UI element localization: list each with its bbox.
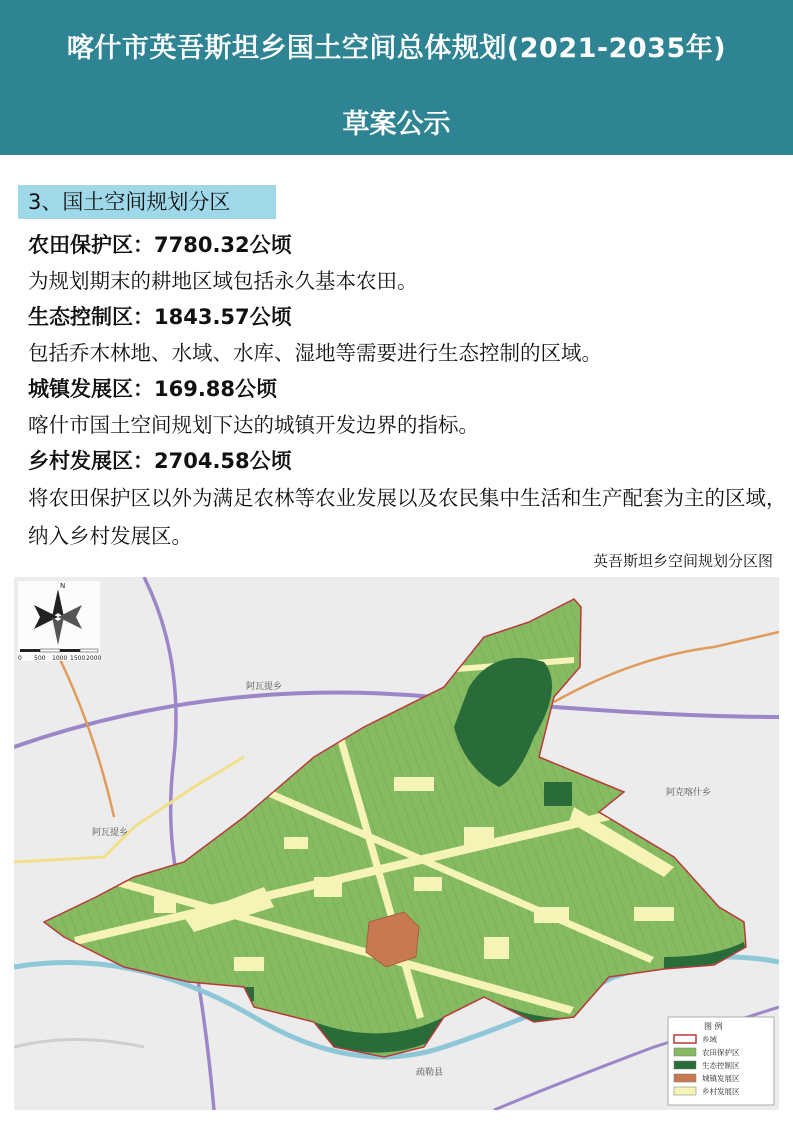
zoning-map [14,577,779,1110]
zone-list [28,227,788,555]
legend-label-1: 农田保护区 [702,1048,740,1057]
scale-tick-1000: 1000 [52,655,68,662]
legend-swatch-2 [674,1061,696,1069]
page-title: 喀什市英吾斯坦乡国土空间总体规划(2021-2035年) [66,33,727,64]
zone-farmland-desc: 为规划期末的耕地区域包括永久基本农田。 [28,269,418,293]
section-heading: 3、国土空间规划分区 [18,185,276,219]
scale-tick-2000: 2000 [86,655,102,662]
zone-ecological-title: 生态控制区：1843.57公顷 [28,305,292,329]
page-subtitle: 草案公示 [342,109,451,140]
legend-label-4: 乡村发展区 [702,1087,740,1096]
map-canvas [14,577,779,1110]
place-label-awati-west: 阿瓦提乡 [92,828,129,838]
place-label-akekashi: 阿克喀什乡 [666,788,712,798]
legend-label-3: 城镇发展区 [702,1074,740,1083]
zone-urban-title: 城镇发展区：169.88公顷 [28,377,278,401]
north-label: N [60,582,66,590]
legend-label-2: 生态控制区 [702,1061,740,1070]
scale-tick-500: 500 [34,655,46,662]
place-label-awati-north: 阿瓦提乡 [246,682,283,692]
legend-swatch-3 [674,1074,696,1082]
zone-farmland-title: 农田保护区：7780.32公顷 [28,233,292,257]
legend-label-0: 乡域 [702,1035,717,1044]
zone-rural-desc: 将农田保护区以外为满足农林等农业发展以及农民集中生活和生产配套为主的区域，纳入乡村发展区。 [28,486,787,548]
legend-title: 图 例 [704,1022,723,1031]
zone-urban-desc: 喀什市国土空间规划下达的城镇开发边界的指标。 [28,413,479,437]
zone-ecological-desc: 包括乔木林地、水域、水库、湿地等需要进行生态控制的区域。 [28,341,602,365]
scale-tick-0: 0 [18,655,22,662]
legend-swatch-0 [674,1035,696,1043]
legend-swatch-1 [674,1048,696,1056]
map-legend [668,1017,774,1105]
place-label-shule: 疏勒县 [416,1068,444,1078]
scale-tick-1500: 1500 [70,655,86,662]
legend-swatch-4 [674,1087,696,1095]
map-caption: 英吾斯坦乡空间规划分区图 [592,552,773,570]
header-banner [0,0,793,155]
zone-rural-title: 乡村发展区：2704.58公顷 [28,449,292,473]
